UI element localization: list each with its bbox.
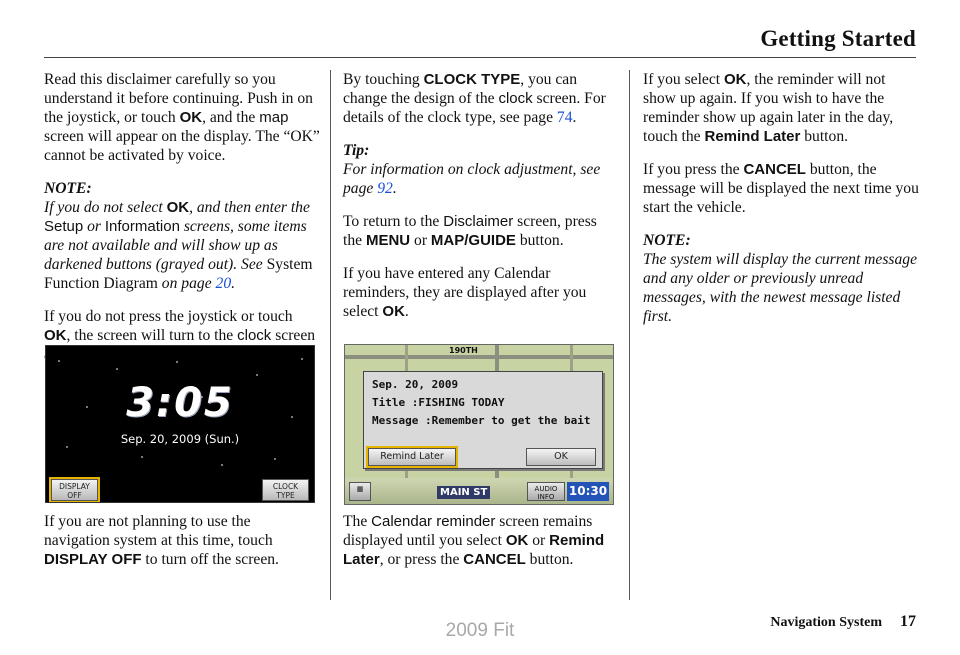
text: , and the (202, 109, 260, 126)
ok-term: OK (505, 532, 529, 549)
text: or (83, 218, 105, 235)
paragraph-calendar (343, 264, 615, 321)
text: , or press the (379, 551, 464, 568)
text: , you can change the design of the (343, 71, 577, 107)
note-messages (643, 231, 921, 326)
paragraph-cancel (643, 160, 921, 217)
tip-clock-adjust (343, 141, 615, 198)
cancel-term: CANCEL (743, 161, 806, 178)
display-off-term: DISPLAY OFF (44, 551, 142, 568)
column-2 (343, 70, 615, 335)
column-1 (44, 70, 320, 378)
ok-term: OK (166, 199, 190, 216)
clock-type-term: CLOCK TYPE (423, 71, 521, 88)
text: . (392, 180, 397, 197)
text: The (343, 513, 372, 530)
column-1-lower (44, 512, 320, 569)
map-status-bar (345, 478, 613, 504)
reminder-date: Sep. 20, 2009 (372, 378, 459, 391)
text: screen. For details of the clock type, see page (343, 90, 606, 126)
diagram-reference: System Function Diagram (44, 256, 313, 292)
calendar-reminder-term: Calendar reminder (371, 513, 496, 530)
information-term: Information (104, 218, 180, 235)
text: button. (800, 128, 849, 145)
star (274, 458, 276, 460)
text: screen, press the (343, 213, 597, 249)
text: on page (157, 275, 216, 292)
column-3 (643, 70, 921, 340)
star (58, 360, 60, 362)
calendar-reminder-image (344, 344, 614, 505)
clock-type-button[interactable]: CLOCK TYPE (262, 479, 309, 501)
column-divider-2 (629, 70, 630, 600)
text: button. (525, 551, 574, 568)
paragraph-reminder-remains (343, 512, 615, 569)
map-term: map (259, 109, 289, 126)
footer-system-name: Navigation System (770, 615, 882, 630)
remind-later-button[interactable]: Remind Later (368, 448, 456, 466)
reminder-title: Title :FISHING TODAY (372, 396, 505, 409)
text: To return to the (343, 213, 444, 230)
text: screen remains displayed until you select (343, 513, 593, 549)
text: . (572, 109, 577, 126)
page-title: Getting Started (760, 26, 916, 51)
ok-term: OK (44, 327, 67, 344)
ok-button[interactable]: OK (526, 448, 596, 466)
star (66, 446, 68, 448)
text: If you are not planning to use the navigation system at this time, touch (44, 513, 273, 549)
text: . (404, 303, 409, 320)
display-off-button[interactable]: DISPLAY OFF (51, 479, 98, 501)
clock-date: Sep. 20, 2009 (Sun.) (120, 432, 240, 446)
map-guide-term: MAP/GUIDE (430, 232, 516, 249)
page-link-92[interactable]: 92 (377, 180, 393, 197)
ok-term: OK (382, 303, 405, 320)
text: If you select (643, 71, 724, 88)
tip-heading: Tip: (343, 142, 370, 159)
reminder-dialog (363, 371, 603, 469)
star (301, 358, 303, 360)
clock-term: clock (237, 327, 272, 344)
text: If you do not select (44, 199, 167, 216)
clock-display: 10:30 (567, 482, 609, 501)
reminder-message: Message :Remember to get the bait (372, 414, 591, 427)
clock-screen-image (45, 345, 315, 503)
note-heading: NOTE: (44, 180, 92, 197)
watermark: 2009 Fit (445, 620, 515, 641)
text: By touching (343, 71, 424, 88)
current-street: MAIN ST (437, 486, 490, 499)
clock-time: 3:05 (126, 380, 234, 426)
title-rule (44, 57, 916, 58)
page-link-20[interactable]: 20 (215, 275, 232, 292)
text: or (528, 532, 550, 549)
text: screens, some items are not available and will show up as darkened buttons (grayed out). See (44, 218, 307, 273)
cancel-term: CANCEL (463, 551, 526, 568)
text: , the reminder will not show up again. If you wish to have the reminder show up again later in the day, touch the (643, 71, 894, 145)
note-setup (44, 179, 320, 293)
clock-term: clock (498, 90, 533, 107)
map-view-icon[interactable]: ▦ (349, 482, 371, 501)
disclaimer-term: Disclaimer (443, 213, 514, 230)
page-link-74[interactable]: 74 (556, 109, 573, 126)
remind-later-term: Remind Later (343, 532, 605, 568)
text: If you have entered any Calendar reminders, they are displayed after you select (343, 265, 587, 320)
note-text: The system will display the current message and any older or previously unread messages, with the newest message listed first. (643, 251, 918, 325)
text: For information on clock adjustment, see page (343, 161, 601, 197)
text: screen (275, 327, 316, 344)
text: If you press the (643, 161, 744, 178)
star (141, 456, 143, 458)
audio-info-button[interactable]: AUDIO INFO (527, 482, 565, 501)
text: or (410, 232, 431, 249)
menu-term: MENU (365, 232, 411, 249)
star (256, 374, 258, 376)
paragraph-display-off (44, 512, 320, 569)
remind-later-term: Remind Later (704, 128, 801, 145)
text: screen will appear on the display. The “OK” cannot be activated by voice. (44, 128, 320, 164)
column-divider-1 (330, 70, 331, 600)
text: , the screen will turn to the (66, 327, 238, 344)
text: button, the message will be displayed the next time you start the vehicle. (643, 161, 919, 216)
paragraph-return (343, 212, 615, 250)
text: Read this disclaimer carefully so you understand it before continuing. Push in on the joystick, or touch (44, 71, 313, 126)
star (116, 368, 118, 370)
star (221, 464, 223, 466)
setup-term: Setup (44, 218, 84, 235)
paragraph-select-ok (643, 70, 921, 146)
note-heading: NOTE: (643, 232, 691, 249)
ok-term: OK (179, 109, 203, 126)
text: button. (515, 232, 564, 249)
text: to turn off the screen. (141, 551, 279, 568)
paragraph-clock-type (343, 70, 615, 127)
page-number: 17 (900, 613, 916, 630)
paragraph-disclaimer (44, 70, 320, 165)
map-street-label: 190TH (449, 346, 478, 355)
ok-term: OK (723, 71, 747, 88)
text: . (231, 275, 236, 292)
text: If you do not press the joystick or touch (44, 308, 293, 325)
column-2-lower (343, 512, 615, 569)
star (176, 361, 178, 363)
text: , and then enter the (189, 199, 310, 216)
